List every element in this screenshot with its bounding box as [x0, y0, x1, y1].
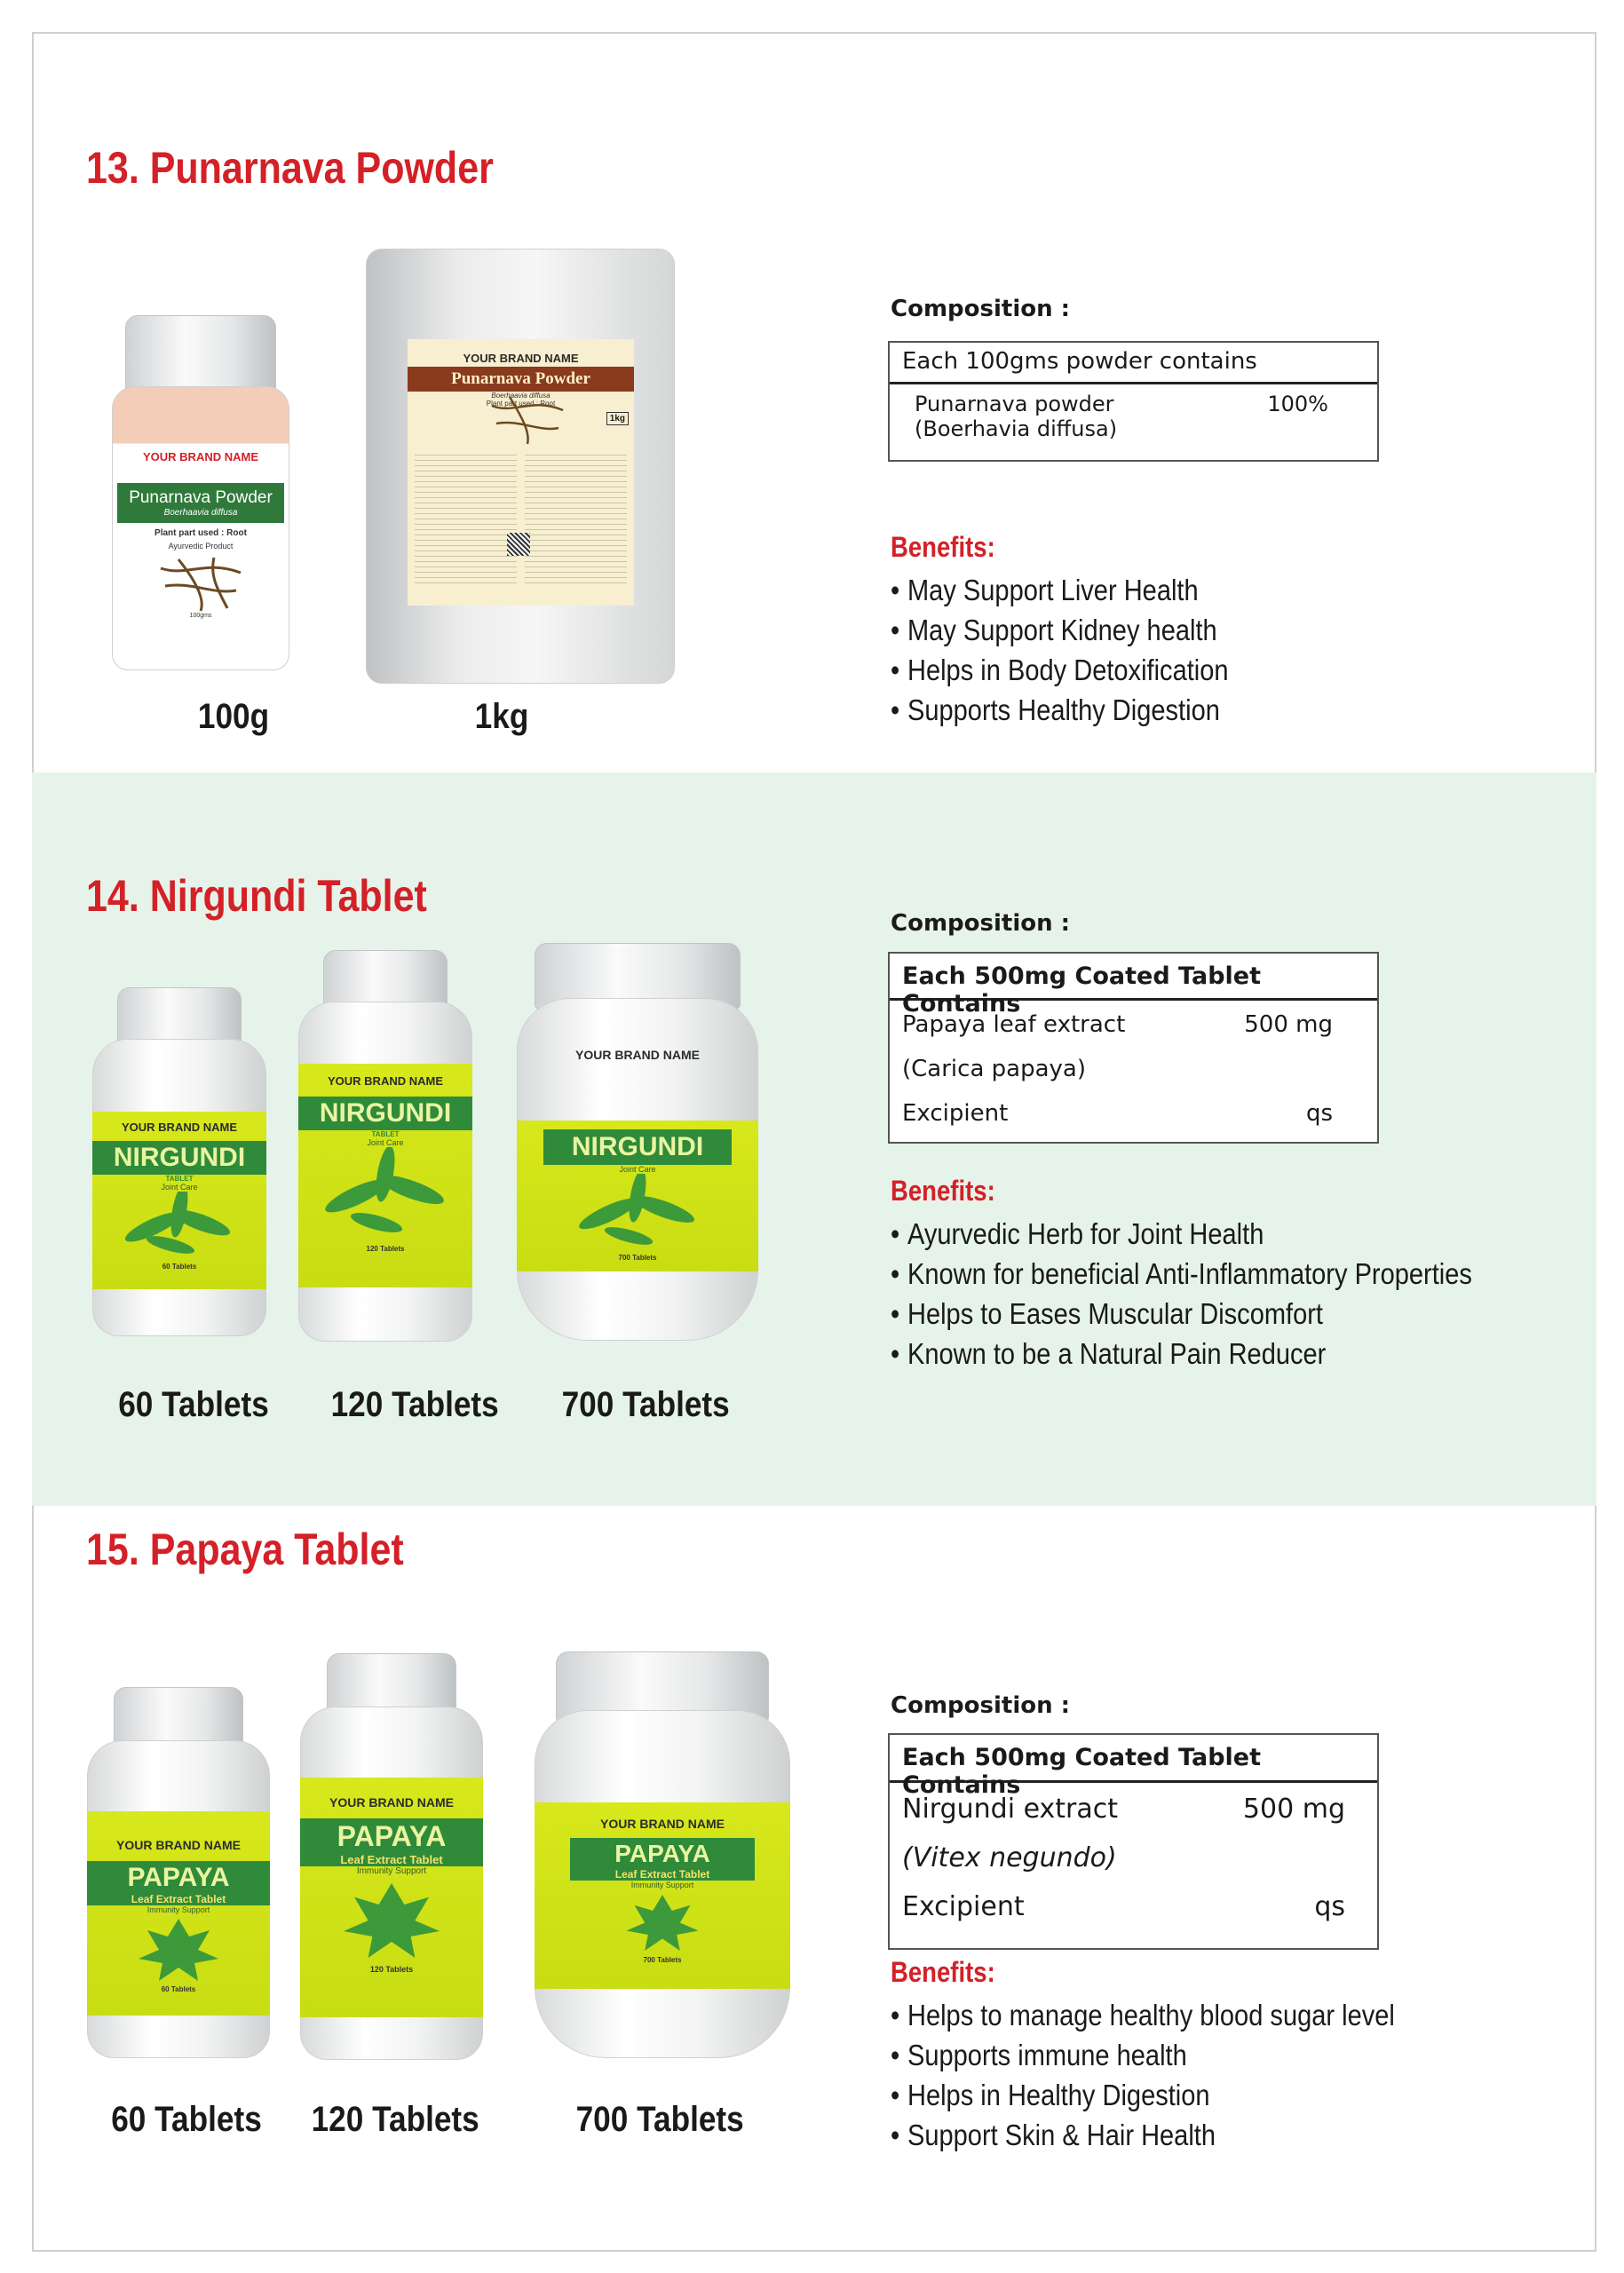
label-brand: YOUR BRAND NAME — [600, 1817, 725, 1831]
label-brand: YOUR BRAND NAME — [328, 1074, 443, 1088]
pouch-name: Punarnava Powder — [408, 367, 634, 392]
pouch-fine-print — [525, 455, 627, 588]
section-title: 14. Nirgundi Tablet — [86, 871, 427, 921]
papaya-leaf-icon — [622, 1889, 702, 1956]
benefit-item: • Known to be a Natural Pain Reducer — [891, 1334, 1472, 1374]
product-jar-700 — [535, 1651, 790, 2060]
benefit-item: • Ayurvedic Herb for Joint Health — [891, 1214, 1472, 1254]
caption-120-tablets: 120 Tablets — [330, 1385, 499, 1424]
benefits-label: Benefits: — [891, 531, 995, 563]
bottle-label — [92, 1112, 266, 1289]
benefit-item: • Helps to Eases Muscular Discomfort — [891, 1294, 1472, 1334]
benefit-item: • May Support Liver Health — [891, 570, 1229, 610]
label-sub: Leaf Extract Tablet — [340, 1853, 443, 1866]
label-brand: YOUR BRAND NAME — [575, 1048, 700, 1062]
label-sub: TABLET — [165, 1175, 194, 1183]
caption-120-tablets: 120 Tablets — [311, 2100, 479, 2139]
jar-cap — [125, 315, 276, 395]
papaya-leaf-icon — [134, 1914, 223, 1985]
composition-head: Each 500mg Coated Tablet Contains — [890, 1735, 1377, 1783]
label-tag: Immunity Support — [147, 1905, 210, 1914]
jar-latin-text: Boerhaavia diffusa — [163, 508, 238, 518]
label-product-name — [300, 1818, 483, 1866]
benefit-item: • Supports immune health — [891, 2035, 1395, 2075]
benefit-item: • Helps to manage healthy blood sugar level — [891, 1995, 1395, 2035]
label-count: 700 Tablets — [618, 1254, 657, 1262]
caption-100g: 100g — [197, 697, 270, 736]
pouch-fine-print — [415, 455, 517, 588]
composition-row — [890, 1842, 1377, 1891]
ingredient-value: 500 mg — [1242, 1794, 1345, 1825]
composition-table — [888, 1733, 1379, 1950]
product-pouch-1kg — [366, 249, 675, 684]
ingredient-value: 100% — [1267, 392, 1328, 416]
composition-row — [890, 1891, 1377, 1936]
bottle-label — [300, 1778, 483, 2017]
ingredient-name: (Carica papaya) — [902, 1056, 1086, 1082]
caption-60-tablets: 60 Tablets — [111, 2100, 262, 2139]
ingredient-name: Nirgundi extract — [902, 1794, 1118, 1825]
bottle-label — [298, 1064, 472, 1287]
ingredient-name: Papaya leaf extract — [902, 1011, 1126, 1038]
label-product-name — [570, 1838, 755, 1881]
benefit-item: • Helps in Healthy Digestion — [891, 2075, 1395, 2115]
composition-head: Each 100gms powder contains — [890, 343, 1377, 384]
pouch-brand: YOUR BRAND NAME — [463, 352, 579, 365]
benefits-list — [891, 1995, 1463, 2155]
composition-table — [888, 341, 1379, 462]
product-bottle-60 — [87, 1687, 270, 2060]
label-name-text: PAPAYA — [337, 1820, 447, 1852]
label-tag: Immunity Support — [356, 1866, 427, 1876]
label-brand: YOUR BRAND NAME — [122, 1121, 237, 1134]
papaya-leaf-icon — [338, 1876, 445, 1965]
composition-head: Each 500mg Coated Tablet Contains — [890, 954, 1377, 1001]
composition-row — [890, 416, 1377, 441]
benefit-item: • Support Skin & Hair Health — [891, 2115, 1395, 2155]
pouch-weight: 1kg — [606, 412, 629, 425]
label-name-text: PAPAYA — [614, 1840, 710, 1867]
jar-label — [535, 1802, 790, 1989]
ingredient-name: Punarnava powder — [915, 392, 1114, 416]
jar-product-name — [117, 483, 284, 523]
jar-part-text: Plant part used : Root — [154, 528, 247, 538]
nirgundi-leaf-icon — [117, 1192, 242, 1263]
label-product-name: NIRGUNDI — [92, 1141, 266, 1175]
label-tag: Joint Care — [367, 1138, 404, 1147]
composition-row — [890, 392, 1377, 416]
root-illustration — [152, 550, 250, 613]
benefits-list — [891, 1214, 1551, 1374]
label-tag: Immunity Support — [630, 1881, 694, 1889]
composition-label: Composition : — [891, 296, 1071, 322]
label-count: 60 Tablets — [161, 1985, 196, 1993]
composition-row — [890, 1794, 1377, 1842]
label-product-name: NIRGUNDI — [543, 1129, 732, 1165]
label-sub: Leaf Extract Tablet — [131, 1893, 226, 1905]
composition-row — [890, 1056, 1377, 1100]
caption-700-tablets: 700 Tablets — [575, 2100, 744, 2139]
pouch-label — [408, 339, 634, 606]
label-name-text: PAPAYA — [127, 1863, 230, 1892]
label-tag: Joint Care — [619, 1165, 656, 1174]
label-count: 120 Tablets — [366, 1245, 405, 1253]
ingredient-value: qs — [1305, 1100, 1333, 1127]
jar-name-text: Punarnava Powder — [129, 488, 273, 507]
ingredient-name: Excipient — [902, 1891, 1025, 1922]
product-jar-100g — [105, 315, 296, 675]
ingredient-value: 500 mg — [1244, 1011, 1333, 1038]
ingredient-name: (Vitex negundo) — [902, 1842, 1117, 1873]
label-product-name — [87, 1861, 270, 1905]
product-bottle-120 — [300, 1653, 483, 2062]
caption-1kg: 1kg — [474, 697, 529, 736]
jar-type-text: Ayurvedic Product — [168, 542, 234, 550]
bottle-label — [87, 1811, 270, 2016]
ingredient-name: (Boerhavia diffusa) — [915, 416, 1118, 441]
ingredient-value: qs — [1314, 1891, 1345, 1922]
nirgundi-leaf-icon — [319, 1147, 452, 1245]
label-product-name: NIRGUNDI — [298, 1097, 472, 1130]
label-sub: Leaf Extract Tablet — [614, 1868, 710, 1881]
ingredient-name: Excipient — [902, 1100, 1009, 1127]
composition-row — [890, 1100, 1377, 1136]
jar-label — [517, 1121, 758, 1271]
label-count: 700 Tablets — [643, 1956, 682, 1964]
pouch-latin: Boerhaavia diffusa — [491, 392, 551, 400]
benefit-item: • May Support Kidney health — [891, 610, 1229, 650]
root-illustration — [487, 392, 567, 446]
label-count: 60 Tablets — [162, 1263, 197, 1271]
composition-label: Composition : — [891, 1692, 1071, 1719]
composition-row — [890, 1011, 1377, 1056]
label-count: 120 Tablets — [369, 1965, 414, 1974]
composition-table — [888, 952, 1379, 1144]
jar-brand: YOUR BRAND NAME — [143, 450, 258, 463]
benefits-label: Benefits: — [891, 1175, 995, 1207]
jar-label — [117, 447, 284, 624]
nirgundi-leaf-icon — [571, 1174, 704, 1254]
product-bottle-60 — [92, 987, 266, 1338]
benefit-item: • Supports Healthy Digestion — [891, 690, 1229, 730]
benefit-item: • Helps in Body Detoxification — [891, 650, 1229, 690]
label-sub: TABLET — [371, 1130, 400, 1138]
label-brand: YOUR BRAND NAME — [116, 1838, 241, 1852]
benefits-list — [891, 570, 1274, 730]
pouch-part: Plant part used : Root — [486, 400, 556, 408]
caption-60-tablets: 60 Tablets — [118, 1385, 269, 1424]
composition-label: Composition : — [891, 910, 1071, 937]
label-tag: Joint Care — [161, 1183, 198, 1192]
caption-700-tablets: 700 Tablets — [561, 1385, 730, 1424]
section-title: 13. Punarnava Powder — [86, 143, 494, 193]
benefit-item: • Known for beneficial Anti-Inflammatory Properties — [891, 1254, 1472, 1294]
section-title: 15. Papaya Tablet — [86, 1525, 404, 1574]
product-bottle-120 — [298, 950, 472, 1343]
jar-weight-text: 100gms — [189, 613, 212, 619]
product-jar-700 — [517, 943, 758, 1342]
benefits-label: Benefits: — [891, 1956, 995, 1988]
label-brand: YOUR BRAND NAME — [329, 1795, 454, 1810]
qr-code — [507, 533, 530, 556]
